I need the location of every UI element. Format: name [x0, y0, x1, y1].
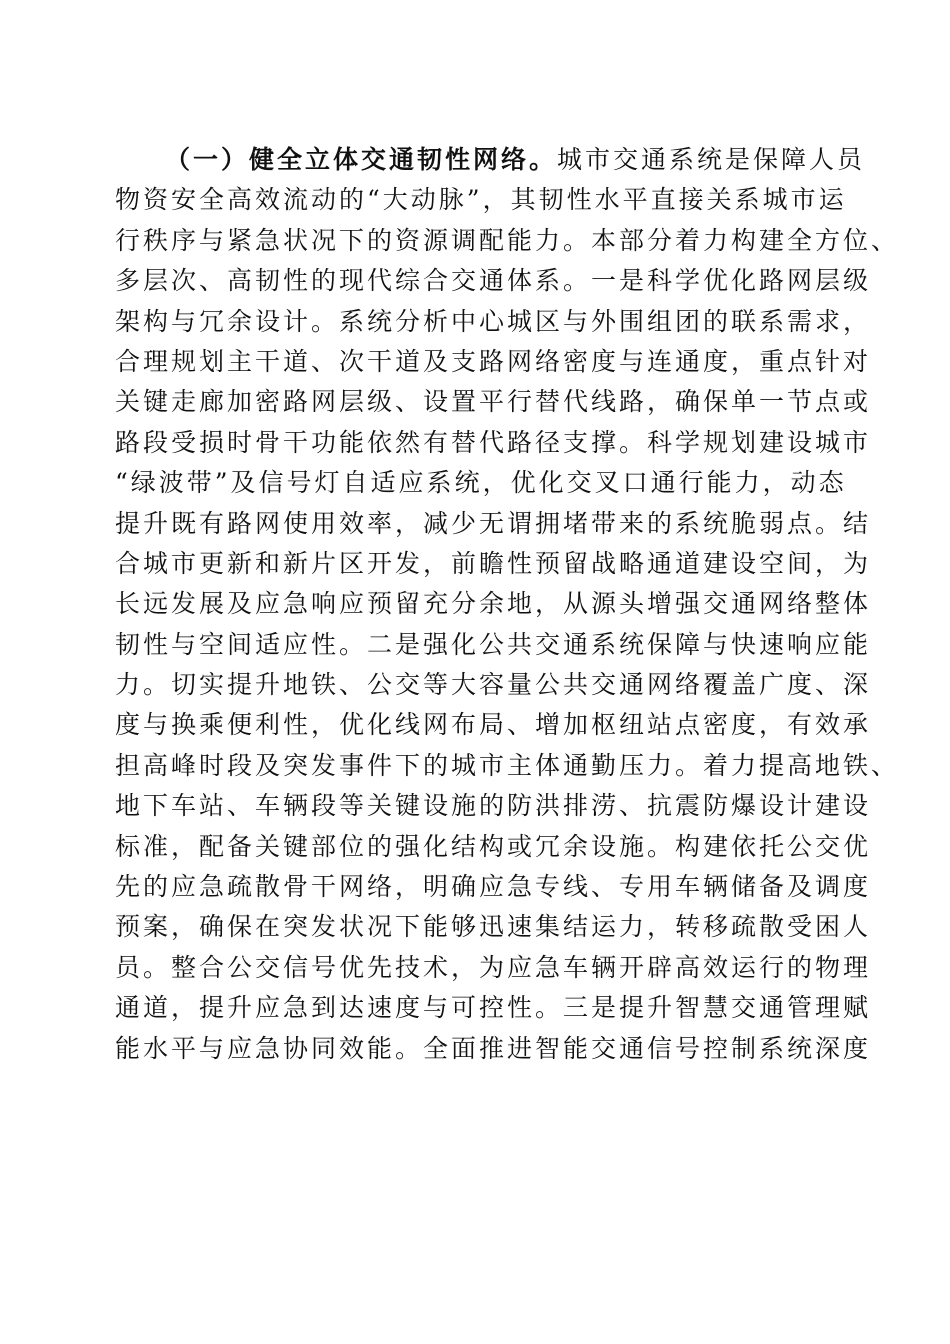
text-line: 路段受损时骨干功能依然有替代路径支撑。科学规划建设城市	[115, 427, 872, 457]
text-line: 先的应急疏散骨干网络，明确应急专线、专用车辆储备及调度	[115, 872, 872, 902]
text-line: 地下车站、车辆段等关键设施的防洪排涝、抗震防爆设计建设	[115, 791, 872, 821]
body-paragraph	[115, 140, 900, 1069]
text-line: 员。整合公交信号优先技术，为应急车辆开辟高效运行的物理	[115, 952, 872, 982]
text-line: 行秩序与紧急状况下的资源调配能力。本部分着力构建全方位、	[115, 225, 900, 255]
text-line: 城市交通系统是保障人员	[557, 145, 866, 174]
text-line: 预案，确保在突发状况下能够迅速集结运力，转移疏散受困人	[115, 912, 872, 942]
section-heading: （一）健全立体交通韧性网络。	[165, 145, 558, 174]
text-line: 长远发展及应急响应预留充分余地，从源头增强交通网络整体	[115, 589, 872, 619]
text-line: 提升既有路网使用效率，减少无谓拥堵带来的系统脆弱点。结	[115, 508, 872, 538]
text-line: 合城市更新和新片区开发，前瞻性预留战略通道建设空间，为	[115, 548, 872, 578]
text-line: 架构与冗余设计。系统分析中心城区与外围组团的联系需求，	[115, 306, 872, 336]
text-line: 担高峰时段及突发事件下的城市主体通勤压力。着力提高地铁、	[115, 750, 900, 780]
text-line: “绿波带”及信号灯自适应系统，优化交叉口通行能力，动态	[115, 468, 847, 498]
text-line: 物资安全高效流动的“大动脉”，其韧性水平直接关系城市运	[115, 185, 847, 215]
text-line: 力。切实提升地铁、公交等大容量公共交通网络覆盖广度、深	[115, 670, 872, 700]
paragraph-first-line	[115, 140, 866, 180]
text-line: 能水平与应急协同效能。全面推进智能交通信号控制系统深度	[115, 1033, 872, 1063]
text-line: 通道，提升应急到达速度与可控性。三是提升智慧交通管理赋	[115, 993, 872, 1023]
text-line: 度与换乘便利性，优化线网布局、增加枢纽站点密度，有效承	[115, 710, 872, 740]
text-line: 关键走廊加密路网层级、设置平行替代线路，确保单一节点或	[115, 387, 872, 417]
text-line: 多层次、高韧性的现代综合交通体系。一是科学优化路网层级	[115, 266, 872, 296]
text-line: 合理规划主干道、次干道及支路网络密度与连通度，重点针对	[115, 346, 872, 376]
text-line: 标准，配备关键部位的强化结构或冗余设施。构建依托公交优	[115, 831, 872, 861]
text-line: 韧性与空间适应性。二是强化公共交通系统保障与快速响应能	[115, 629, 872, 659]
